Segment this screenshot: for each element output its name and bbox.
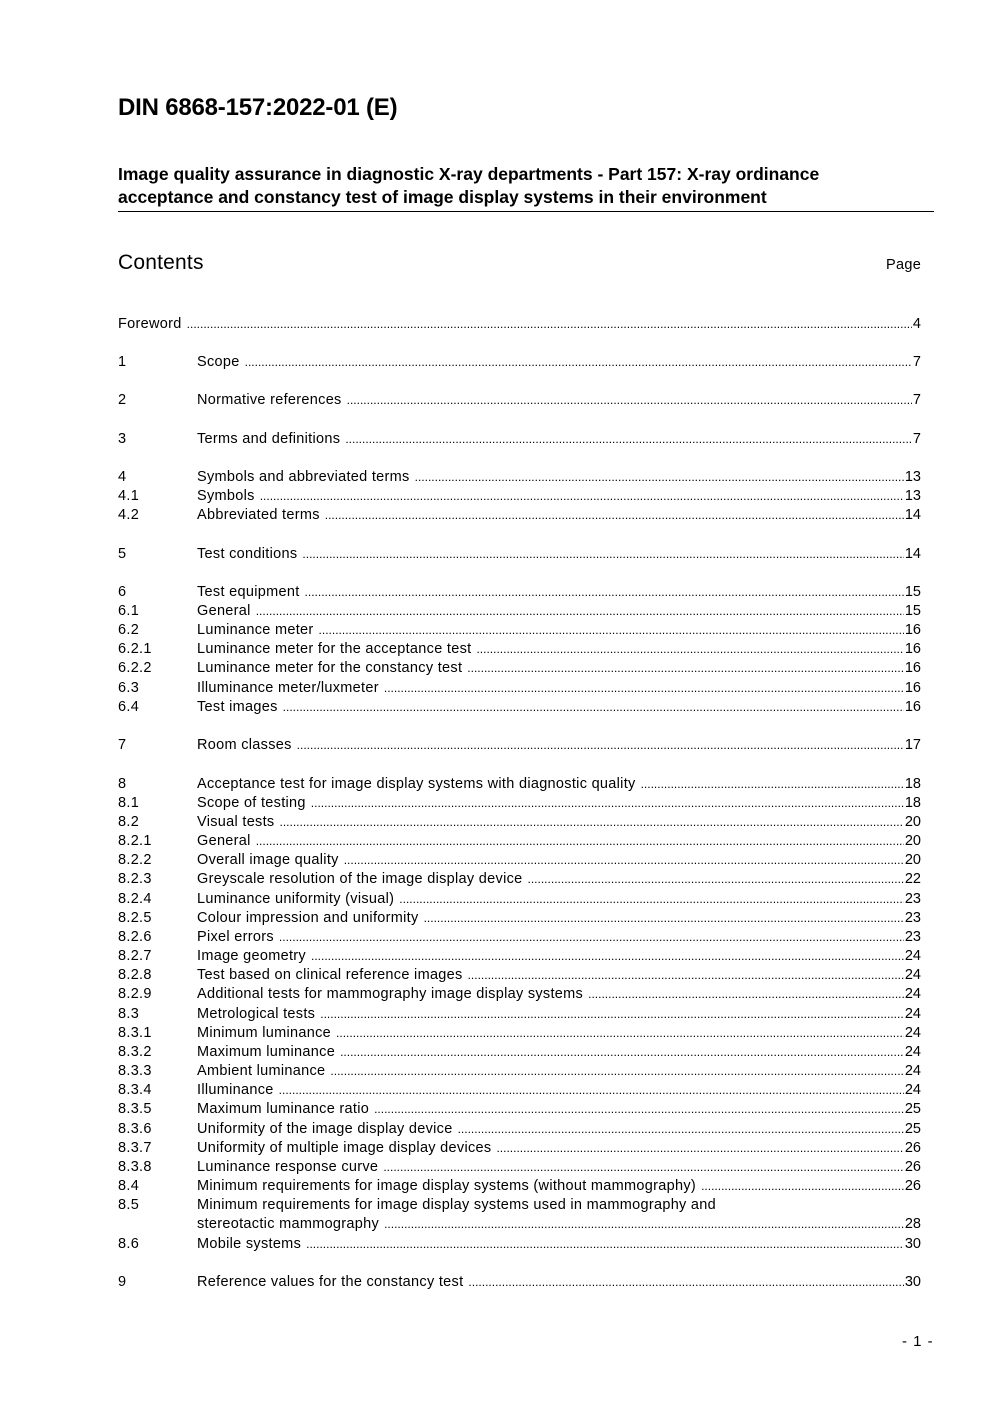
- toc-entry-page: 15: [904, 584, 921, 600]
- toc-entry[interactable]: [118, 659, 921, 678]
- toc-entry-page: 14: [904, 546, 921, 562]
- toc-dot-leader: [187, 315, 912, 334]
- toc-entry-title: Test based on clinical reference images: [197, 967, 463, 983]
- toc-entry-number: 7: [118, 737, 127, 753]
- toc-entry-number: 8.2.1: [118, 833, 152, 849]
- document-id: DIN 6868-157:2022-01 (E): [118, 94, 398, 121]
- toc-entry[interactable]: [118, 985, 921, 1004]
- toc-entry-number: 8.2.6: [118, 929, 152, 945]
- toc-entry-page: 24: [904, 1025, 921, 1041]
- toc-entry-page: 7: [912, 392, 921, 408]
- toc-entry-number: 8: [118, 776, 127, 792]
- toc-dot-leader: [306, 1235, 904, 1254]
- toc-entry-page: 16: [904, 680, 921, 696]
- document-title-line-2: acceptance and constancy test of image display systems in their environment: [118, 187, 767, 207]
- toc-entry-continuation[interactable]: [118, 1215, 921, 1234]
- toc-dot-leader: [311, 947, 904, 966]
- toc-entry-page: 24: [904, 986, 921, 1002]
- toc-dot-leader: [384, 679, 904, 698]
- toc-entry-number: 8.4: [118, 1178, 140, 1194]
- toc-entry[interactable]: [118, 430, 921, 449]
- toc-dot-leader: [279, 928, 904, 947]
- toc-entry-number: 8.2.3: [118, 871, 152, 887]
- toc-entry-number: 6: [118, 584, 127, 600]
- toc-dot-leader: [297, 736, 904, 755]
- toc-entry[interactable]: [118, 813, 921, 832]
- toc-entry-number: 8.3.5: [118, 1101, 152, 1117]
- toc-entry[interactable]: [118, 487, 921, 506]
- toc-dot-leader: [305, 583, 904, 602]
- toc-entry[interactable]: [118, 928, 921, 947]
- toc-entry[interactable]: [118, 1158, 921, 1177]
- toc-entry[interactable]: [118, 966, 921, 985]
- toc-entry-title: Scope: [197, 354, 240, 370]
- toc-entry-title: Maximum luminance: [197, 1044, 336, 1060]
- toc-entry-number: 8.3.7: [118, 1140, 152, 1156]
- toc-entry-page: 23: [904, 910, 921, 926]
- page-column-heading: Page: [886, 257, 922, 273]
- toc-entry-page: 26: [904, 1140, 921, 1156]
- toc-dot-leader: [383, 1158, 904, 1177]
- toc-entry-title: Colour impression and uniformity: [197, 910, 419, 926]
- toc-entry[interactable]: [118, 679, 921, 698]
- toc-entry-page: 17: [904, 737, 921, 753]
- toc-entry-number: 8.2.7: [118, 948, 152, 964]
- toc-entry-page: 24: [904, 967, 921, 983]
- toc-entry-page: 18: [904, 795, 921, 811]
- toc-entry[interactable]: [118, 391, 921, 410]
- toc-entry[interactable]: [118, 909, 921, 928]
- toc-entry-number: 6.4: [118, 699, 140, 715]
- toc-dot-leader: [325, 506, 904, 525]
- toc-entry-title: Maximum luminance ratio: [197, 1101, 370, 1117]
- toc-entry-number: 8.2.8: [118, 967, 152, 983]
- toc-entry-number: 8.3.1: [118, 1025, 152, 1041]
- toc-entry-title: Metrological tests: [197, 1006, 316, 1022]
- toc-entry-title: Ambient luminance: [197, 1063, 326, 1079]
- toc-entry-title: General: [197, 603, 251, 619]
- document-title-line-1: Image quality assurance in diagnostic X-ray departments - Part 157: X-ray ordinance: [118, 164, 820, 184]
- toc-dot-leader: [320, 1005, 904, 1024]
- toc-entry-title-continued: stereotactic mammography: [197, 1216, 380, 1232]
- toc-entry-page: 30: [904, 1274, 921, 1290]
- toc-entry-page: 24: [904, 1044, 921, 1060]
- toc-entry[interactable]: [118, 1005, 921, 1024]
- toc-entry[interactable]: [118, 1273, 921, 1292]
- toc-entry[interactable]: [118, 621, 921, 640]
- toc-entry-page: 25: [904, 1121, 921, 1137]
- toc-dot-leader: [399, 890, 904, 909]
- toc-dot-leader: [415, 468, 904, 487]
- toc-entry-number: 8.3.2: [118, 1044, 152, 1060]
- toc-entry-title: Abbreviated terms: [197, 507, 320, 523]
- toc-entry-number: 6.2.1: [118, 641, 152, 657]
- toc-entry-title: Uniformity of multiple image display devices: [197, 1140, 492, 1156]
- toc-entry-number: 6.2: [118, 622, 140, 638]
- toc-entry-number: 8.1: [118, 795, 140, 811]
- toc-dot-leader: [256, 832, 904, 851]
- toc-dot-leader: [424, 909, 904, 928]
- page-number: - 1 -: [902, 1333, 934, 1350]
- toc-entry-title: Scope of testing: [197, 795, 306, 811]
- toc-entry-page: 16: [904, 660, 921, 676]
- toc-entry-number: 8.2: [118, 814, 140, 830]
- toc-entry-number: 8.2.4: [118, 891, 152, 907]
- toc-entry-page: 23: [904, 891, 921, 907]
- toc-dot-leader: [467, 659, 904, 678]
- toc-entry[interactable]: [118, 890, 921, 909]
- toc-dot-leader: [344, 851, 904, 870]
- toc-entry-number: 9: [118, 1274, 127, 1290]
- toc-entry[interactable]: [118, 1081, 921, 1100]
- toc-dot-leader: [256, 602, 904, 621]
- toc-entry-title: Illuminance: [197, 1082, 274, 1098]
- toc-dot-leader: [319, 621, 904, 640]
- toc-entry[interactable]: [118, 1043, 921, 1062]
- toc-entry[interactable]: [118, 545, 921, 564]
- toc-entry-number: 4: [118, 469, 127, 485]
- toc-entry-number: 4.1: [118, 488, 140, 504]
- toc-entry-title: Illuminance meter/luxmeter: [197, 680, 379, 696]
- toc-entry-page: 13: [904, 469, 921, 485]
- toc-dot-leader: [279, 813, 903, 832]
- toc-dot-leader: [347, 391, 912, 410]
- toc-entry-title: Mobile systems: [197, 1236, 302, 1252]
- document-title: [118, 163, 934, 212]
- toc-dot-leader: [528, 870, 904, 889]
- toc-entry[interactable]: [118, 468, 921, 487]
- toc-entry-number: 1: [118, 354, 127, 370]
- toc-entry-number: 8.2.9: [118, 986, 152, 1002]
- toc-entry-page: 13: [904, 488, 921, 504]
- toc-entry-number: 8.3.3: [118, 1063, 152, 1079]
- toc-dot-leader: [384, 1215, 904, 1234]
- toc-entry-page: 16: [904, 641, 921, 657]
- toc-entry-title: Luminance uniformity (visual): [197, 891, 395, 907]
- toc-entry-page: 24: [904, 1006, 921, 1022]
- toc-entry-title: Test images: [197, 699, 278, 715]
- toc-entry-title: Visual tests: [197, 814, 275, 830]
- toc-entry[interactable]: [118, 583, 921, 602]
- toc-entry-page: 23: [904, 929, 921, 945]
- toc-entry-page: 20: [904, 833, 921, 849]
- toc-dot-leader: [345, 430, 912, 449]
- toc-dot-leader: [476, 640, 903, 659]
- toc-entry[interactable]: [118, 602, 921, 621]
- toc-entry[interactable]: [118, 1024, 921, 1043]
- toc-dot-leader: [245, 353, 912, 372]
- toc-entry-title: Luminance response curve: [197, 1159, 379, 1175]
- toc-dot-leader: [374, 1100, 904, 1119]
- toc-dot-leader: [311, 794, 904, 813]
- toc-dot-leader: [701, 1177, 904, 1196]
- toc-entry-title: Room classes: [197, 737, 292, 753]
- toc-entry-number: 8.5: [118, 1197, 140, 1213]
- toc-entry-page: 26: [904, 1159, 921, 1175]
- toc-entry[interactable]: [118, 506, 921, 525]
- toc-entry-page: 7: [912, 431, 921, 447]
- toc-entry-title: Symbols: [197, 488, 255, 504]
- toc-entry-title: Normative references: [197, 392, 342, 408]
- toc-entry-title: Image geometry: [197, 948, 306, 964]
- toc-entry-title: Terms and definitions: [197, 431, 341, 447]
- toc-entry-page: 4: [912, 316, 921, 332]
- toc-entry-page: 25: [904, 1101, 921, 1117]
- toc-entry-page: 28: [904, 1216, 921, 1232]
- toc-entry[interactable]: [118, 1062, 921, 1081]
- toc-entry-title: Greyscale resolution of the image display device: [197, 871, 523, 887]
- toc-entry-page: 18: [904, 776, 921, 792]
- toc-entry-title: Test equipment: [197, 584, 300, 600]
- toc-entry-number: 8.6: [118, 1236, 140, 1252]
- toc-entry-number: 8.3: [118, 1006, 140, 1022]
- toc-entry-title: Test conditions: [197, 546, 298, 562]
- toc-dot-leader: [468, 1273, 903, 1292]
- toc-entry[interactable]: [118, 1177, 921, 1196]
- toc-entry-title: Minimum requirements for image display systems used in mammography and: [197, 1197, 717, 1213]
- toc-entry[interactable]: [118, 698, 921, 717]
- toc-entry-page: 14: [904, 507, 921, 523]
- toc-entry[interactable]: [118, 832, 921, 851]
- toc-entry[interactable]: [118, 640, 921, 659]
- toc-dot-leader: [340, 1043, 904, 1062]
- toc-dot-leader: [641, 775, 904, 794]
- toc-entry-title: Luminance meter for the acceptance test: [197, 641, 472, 657]
- toc-dot-leader: [283, 698, 904, 717]
- toc-dot-leader: [496, 1139, 903, 1158]
- toc-entry-number: 8.3.6: [118, 1121, 152, 1137]
- toc-entry-number: 2: [118, 392, 127, 408]
- toc-entry[interactable]: [118, 1139, 921, 1158]
- toc-entry-page: 7: [912, 354, 921, 370]
- toc-entry-title: Overall image quality: [197, 852, 339, 868]
- toc-entry-title: Reference values for the constancy test: [197, 1274, 464, 1290]
- toc-entry-title: Luminance meter for the constancy test: [197, 660, 463, 676]
- toc-entry[interactable]: [118, 736, 921, 755]
- toc-entry-number: 6.2.2: [118, 660, 152, 676]
- toc-entry-number: 8.3.8: [118, 1159, 152, 1175]
- toc-dot-leader: [458, 1120, 904, 1139]
- toc-entry-title: Foreword: [118, 316, 182, 332]
- toc-entry-number: 8.2.2: [118, 852, 152, 868]
- toc-dot-leader: [302, 545, 903, 564]
- toc-dot-leader: [330, 1062, 903, 1081]
- toc-entry-number: 6.3: [118, 680, 140, 696]
- toc-entry[interactable]: [118, 775, 921, 794]
- toc-dot-leader: [279, 1081, 904, 1100]
- toc-dot-leader: [336, 1024, 904, 1043]
- toc-entry-title: Luminance meter: [197, 622, 314, 638]
- toc-entry[interactable]: [118, 947, 921, 966]
- toc-entry-number: 5: [118, 546, 127, 562]
- toc-entry-number: 3: [118, 431, 127, 447]
- toc-entry[interactable]: [118, 870, 921, 889]
- toc-entry-number: 8.3.4: [118, 1082, 152, 1098]
- toc-entry-number: 4.2: [118, 507, 140, 523]
- toc-entry-page: 30: [904, 1236, 921, 1252]
- contents-heading: Contents: [118, 251, 204, 274]
- toc-entry-title: Minimum requirements for image display systems (without mammography): [197, 1178, 697, 1194]
- toc-entry[interactable]: [118, 1196, 921, 1215]
- toc-entry-number: 8.2.5: [118, 910, 152, 926]
- toc-dot-leader: [468, 966, 904, 985]
- toc-entry[interactable]: [118, 1120, 921, 1139]
- toc-entry-title: Acceptance test for image display systems with diagnostic quality: [197, 776, 636, 792]
- toc-entry-page: 24: [904, 1063, 921, 1079]
- toc-entry-number: 6.1: [118, 603, 140, 619]
- toc-entry-title: General: [197, 833, 251, 849]
- toc-entry[interactable]: [118, 1235, 921, 1254]
- toc-entry-title: Uniformity of the image display device: [197, 1121, 453, 1137]
- toc-dot-leader: [588, 985, 904, 1004]
- toc-entry-page: 20: [904, 852, 921, 868]
- toc-entry[interactable]: [118, 315, 921, 334]
- toc-entry-page: 26: [904, 1178, 921, 1194]
- toc-entry-page: 16: [904, 699, 921, 715]
- toc-entry[interactable]: [118, 851, 921, 870]
- toc-entry-title: Minimum luminance: [197, 1025, 332, 1041]
- toc-entry-page: 22: [904, 871, 921, 887]
- toc-entry[interactable]: [118, 1100, 921, 1119]
- toc-entry[interactable]: [118, 353, 921, 372]
- toc-entry-page: 24: [904, 1082, 921, 1098]
- toc-dot-leader: [260, 487, 904, 506]
- toc-entry-title: Pixel errors: [197, 929, 274, 945]
- toc-entry-page: 15: [904, 603, 921, 619]
- toc-entry-page: 16: [904, 622, 921, 638]
- toc-entry-page: 24: [904, 948, 921, 964]
- toc-entry-title: Additional tests for mammography image display systems: [197, 986, 584, 1002]
- toc-entry-title: Symbols and abbreviated terms: [197, 469, 410, 485]
- toc-entry-page: 20: [904, 814, 921, 830]
- toc-entry[interactable]: [118, 794, 921, 813]
